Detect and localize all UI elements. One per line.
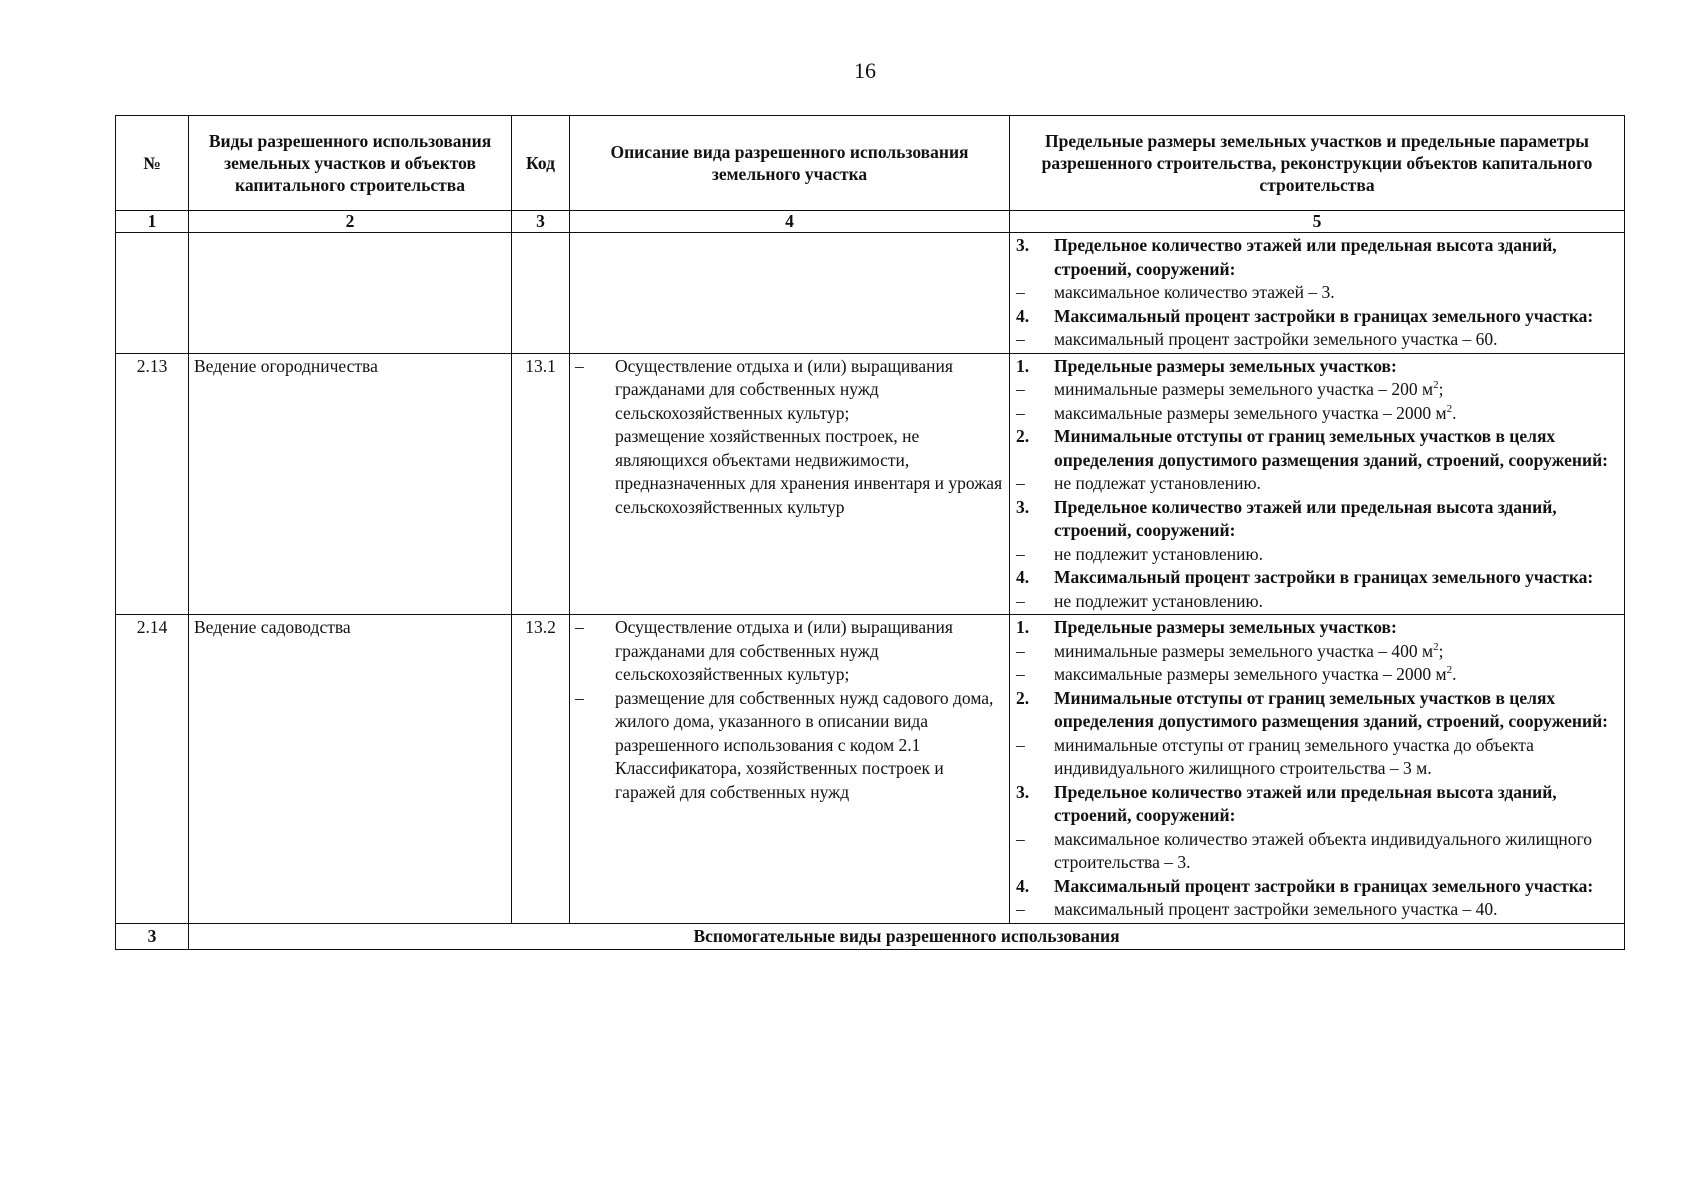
description-text: Осуществление отдыха и (или) выращивания гражданами для собственных нужд сельскохозяйственных культур;	[615, 355, 953, 423]
param-marker: –	[1016, 282, 1025, 302]
param-text: не подлежат установлению.	[1054, 473, 1261, 493]
param-marker: –	[1016, 590, 1025, 611]
param-marker: 1.	[1016, 617, 1030, 637]
param-marker: 3.	[1016, 235, 1030, 255]
param-superscript: 2	[1433, 640, 1439, 653]
param-item	[1016, 875, 1620, 899]
description-text: Осуществление отдыха и (или) выращивания гражданами для собственных нужд сельскохозяйственных культур;	[615, 617, 953, 684]
param-text: Предельные размеры земельных участков:	[1054, 355, 1397, 376]
param-text: Предельные размеры земельных участков:	[1054, 617, 1397, 637]
param-text: максимальный процент застройки земельного участка – 60.	[1054, 329, 1498, 349]
section-row	[116, 923, 1625, 949]
param-superscript: 2	[1446, 402, 1453, 415]
parameters-cell	[1010, 615, 1625, 924]
param-tail: .	[1452, 664, 1457, 684]
param-marker: 4.	[1016, 567, 1030, 587]
param-item	[1016, 543, 1620, 567]
section-number: 3	[116, 923, 189, 949]
param-marker: –	[1016, 473, 1025, 493]
parameters-cell	[1010, 233, 1625, 354]
param-marker: –	[1016, 329, 1025, 349]
param-item	[1016, 425, 1620, 472]
use-type-name: Ведение огородничества	[189, 353, 512, 615]
param-text: минимальные размеры земельного участка – 400 м	[1054, 640, 1434, 661]
param-text: максимальные размеры земельного участка – 2000 м	[1054, 402, 1447, 423]
header-description: Описание вида разрешенного использования земельного участка	[570, 116, 1010, 211]
param-text: минимальные размеры земельного участка – 200 м	[1054, 379, 1434, 399]
param-item	[1016, 734, 1620, 781]
param-marker: –	[1016, 379, 1025, 399]
table-row	[116, 233, 1625, 354]
use-description	[570, 233, 1010, 354]
description-text: размещение хозяйственных построек, не являющихся объектами недвижимости, предназначенных для хранения инвентаря и урожая сельскохозяйственных культур	[615, 426, 1003, 517]
param-marker: 4.	[1016, 305, 1030, 326]
param-text: Максимальный процент застройки в границах земельного участка:	[1054, 875, 1594, 896]
param-item	[1016, 566, 1620, 590]
param-text: Предельное количество этажей или предельная высота зданий, строений, сооружений:	[1054, 235, 1557, 279]
column-number: 5	[1010, 211, 1625, 233]
param-item	[1016, 378, 1620, 402]
param-marker: 2.	[1016, 687, 1030, 708]
use-type-name: Ведение садоводства	[189, 615, 512, 924]
param-item	[1016, 328, 1620, 352]
column-number: 1	[116, 211, 189, 233]
param-item	[1016, 828, 1620, 875]
param-item	[1016, 663, 1620, 687]
header-parameters: Предельные размеры земельных участков и предельные параметры разрешенного строительства, реконструкции объектов капитального строительства	[1010, 116, 1625, 211]
param-marker: 3.	[1016, 496, 1030, 517]
param-marker: –	[1016, 402, 1025, 423]
param-tail: .	[1452, 402, 1457, 423]
param-text: минимальные отступы от границ земельного участка до объекта индивидуального жилищного строительства – 3 м.	[1054, 734, 1534, 778]
param-marker: –	[1016, 664, 1025, 684]
row-number: 2.13	[116, 353, 189, 615]
use-code	[512, 233, 570, 354]
param-text: Предельное количество этажей или предельная высота зданий, строений, сооружений:	[1054, 496, 1557, 540]
header-use-types: Виды разрешенного использования земельных участков и объектов капитального строительства	[189, 116, 512, 211]
description-marker: –	[575, 617, 584, 637]
param-item	[1016, 590, 1620, 614]
param-text: Минимальные отступы от границ земельных участков в целях определения допустимого размещения зданий, строений, сооружений:	[1054, 426, 1608, 470]
column-number: 2	[189, 211, 512, 233]
header-code: Код	[512, 116, 570, 211]
param-tail: ;	[1438, 379, 1444, 399]
param-text: не подлежит установлению.	[1054, 590, 1263, 611]
description-marker: –	[575, 355, 584, 376]
param-marker: 1.	[1016, 355, 1030, 376]
param-text: Максимальный процент застройки в границах земельного участка:	[1054, 305, 1594, 326]
param-text: максимальные размеры земельного участка – 2000 м	[1054, 664, 1447, 684]
param-item	[1016, 355, 1620, 379]
param-superscript: 2	[1433, 379, 1439, 392]
param-item	[1016, 402, 1620, 426]
param-marker: 2.	[1016, 426, 1030, 446]
param-marker: –	[1016, 899, 1025, 919]
param-item	[1016, 616, 1620, 640]
param-item	[1016, 640, 1620, 664]
param-tail: ;	[1438, 640, 1444, 661]
param-marker: –	[1016, 640, 1025, 661]
param-marker: –	[1016, 828, 1025, 849]
param-item	[1016, 781, 1620, 828]
param-text: Минимальные отступы от границ земельных участков в целях определения допустимого размещения зданий, строений, сооружений:	[1054, 687, 1608, 731]
description-marker: –	[575, 687, 584, 708]
description-item	[575, 687, 1004, 805]
description-text: размещение для собственных нужд садового дома, жилого дома, указанного в описании вида разрешенного использования с кодом 2.1 Классификатора, хозяйственных построек и гаражей для собственных нужд	[615, 687, 994, 802]
param-item	[1016, 234, 1620, 281]
use-description	[570, 615, 1010, 924]
param-item	[1016, 281, 1620, 305]
description-item	[575, 616, 1004, 687]
use-description	[570, 353, 1010, 615]
row-number	[116, 233, 189, 354]
param-marker: 4.	[1016, 875, 1030, 896]
description-item	[575, 355, 1004, 426]
table-row	[116, 615, 1625, 924]
parameters-cell	[1010, 353, 1625, 615]
param-item	[1016, 496, 1620, 543]
zoning-table	[115, 115, 1625, 950]
header-number: №	[116, 116, 189, 211]
param-superscript: 2	[1446, 664, 1453, 677]
param-marker: 3.	[1016, 781, 1030, 802]
table-row	[116, 353, 1625, 615]
row-number: 2.14	[116, 615, 189, 924]
param-text: максимальный процент застройки земельного участка – 40.	[1054, 899, 1498, 919]
param-text: максимальное количество этажей – 3.	[1054, 282, 1335, 302]
page-number: 16	[854, 58, 876, 83]
column-number-row	[116, 211, 1625, 233]
param-text: Предельное количество этажей или предельная высота зданий, строений, сооружений:	[1054, 781, 1557, 825]
param-marker: –	[1016, 543, 1025, 564]
param-text: Максимальный процент застройки в границах земельного участка:	[1054, 567, 1594, 587]
param-item	[1016, 687, 1620, 734]
param-marker: –	[1016, 734, 1025, 755]
use-type-name	[189, 233, 512, 354]
section-title: Вспомогательные виды разрешенного использования	[189, 923, 1625, 949]
use-code: 13.2	[512, 615, 570, 924]
column-number: 4	[570, 211, 1010, 233]
param-item	[1016, 472, 1620, 496]
param-item	[1016, 898, 1620, 922]
param-item	[1016, 305, 1620, 329]
param-text: не подлежит установлению.	[1054, 543, 1263, 564]
use-code: 13.1	[512, 353, 570, 615]
param-text: максимальное количество этажей объекта индивидуального жилищного строительства – 3.	[1054, 828, 1593, 872]
column-number: 3	[512, 211, 570, 233]
header-row	[116, 116, 1625, 211]
